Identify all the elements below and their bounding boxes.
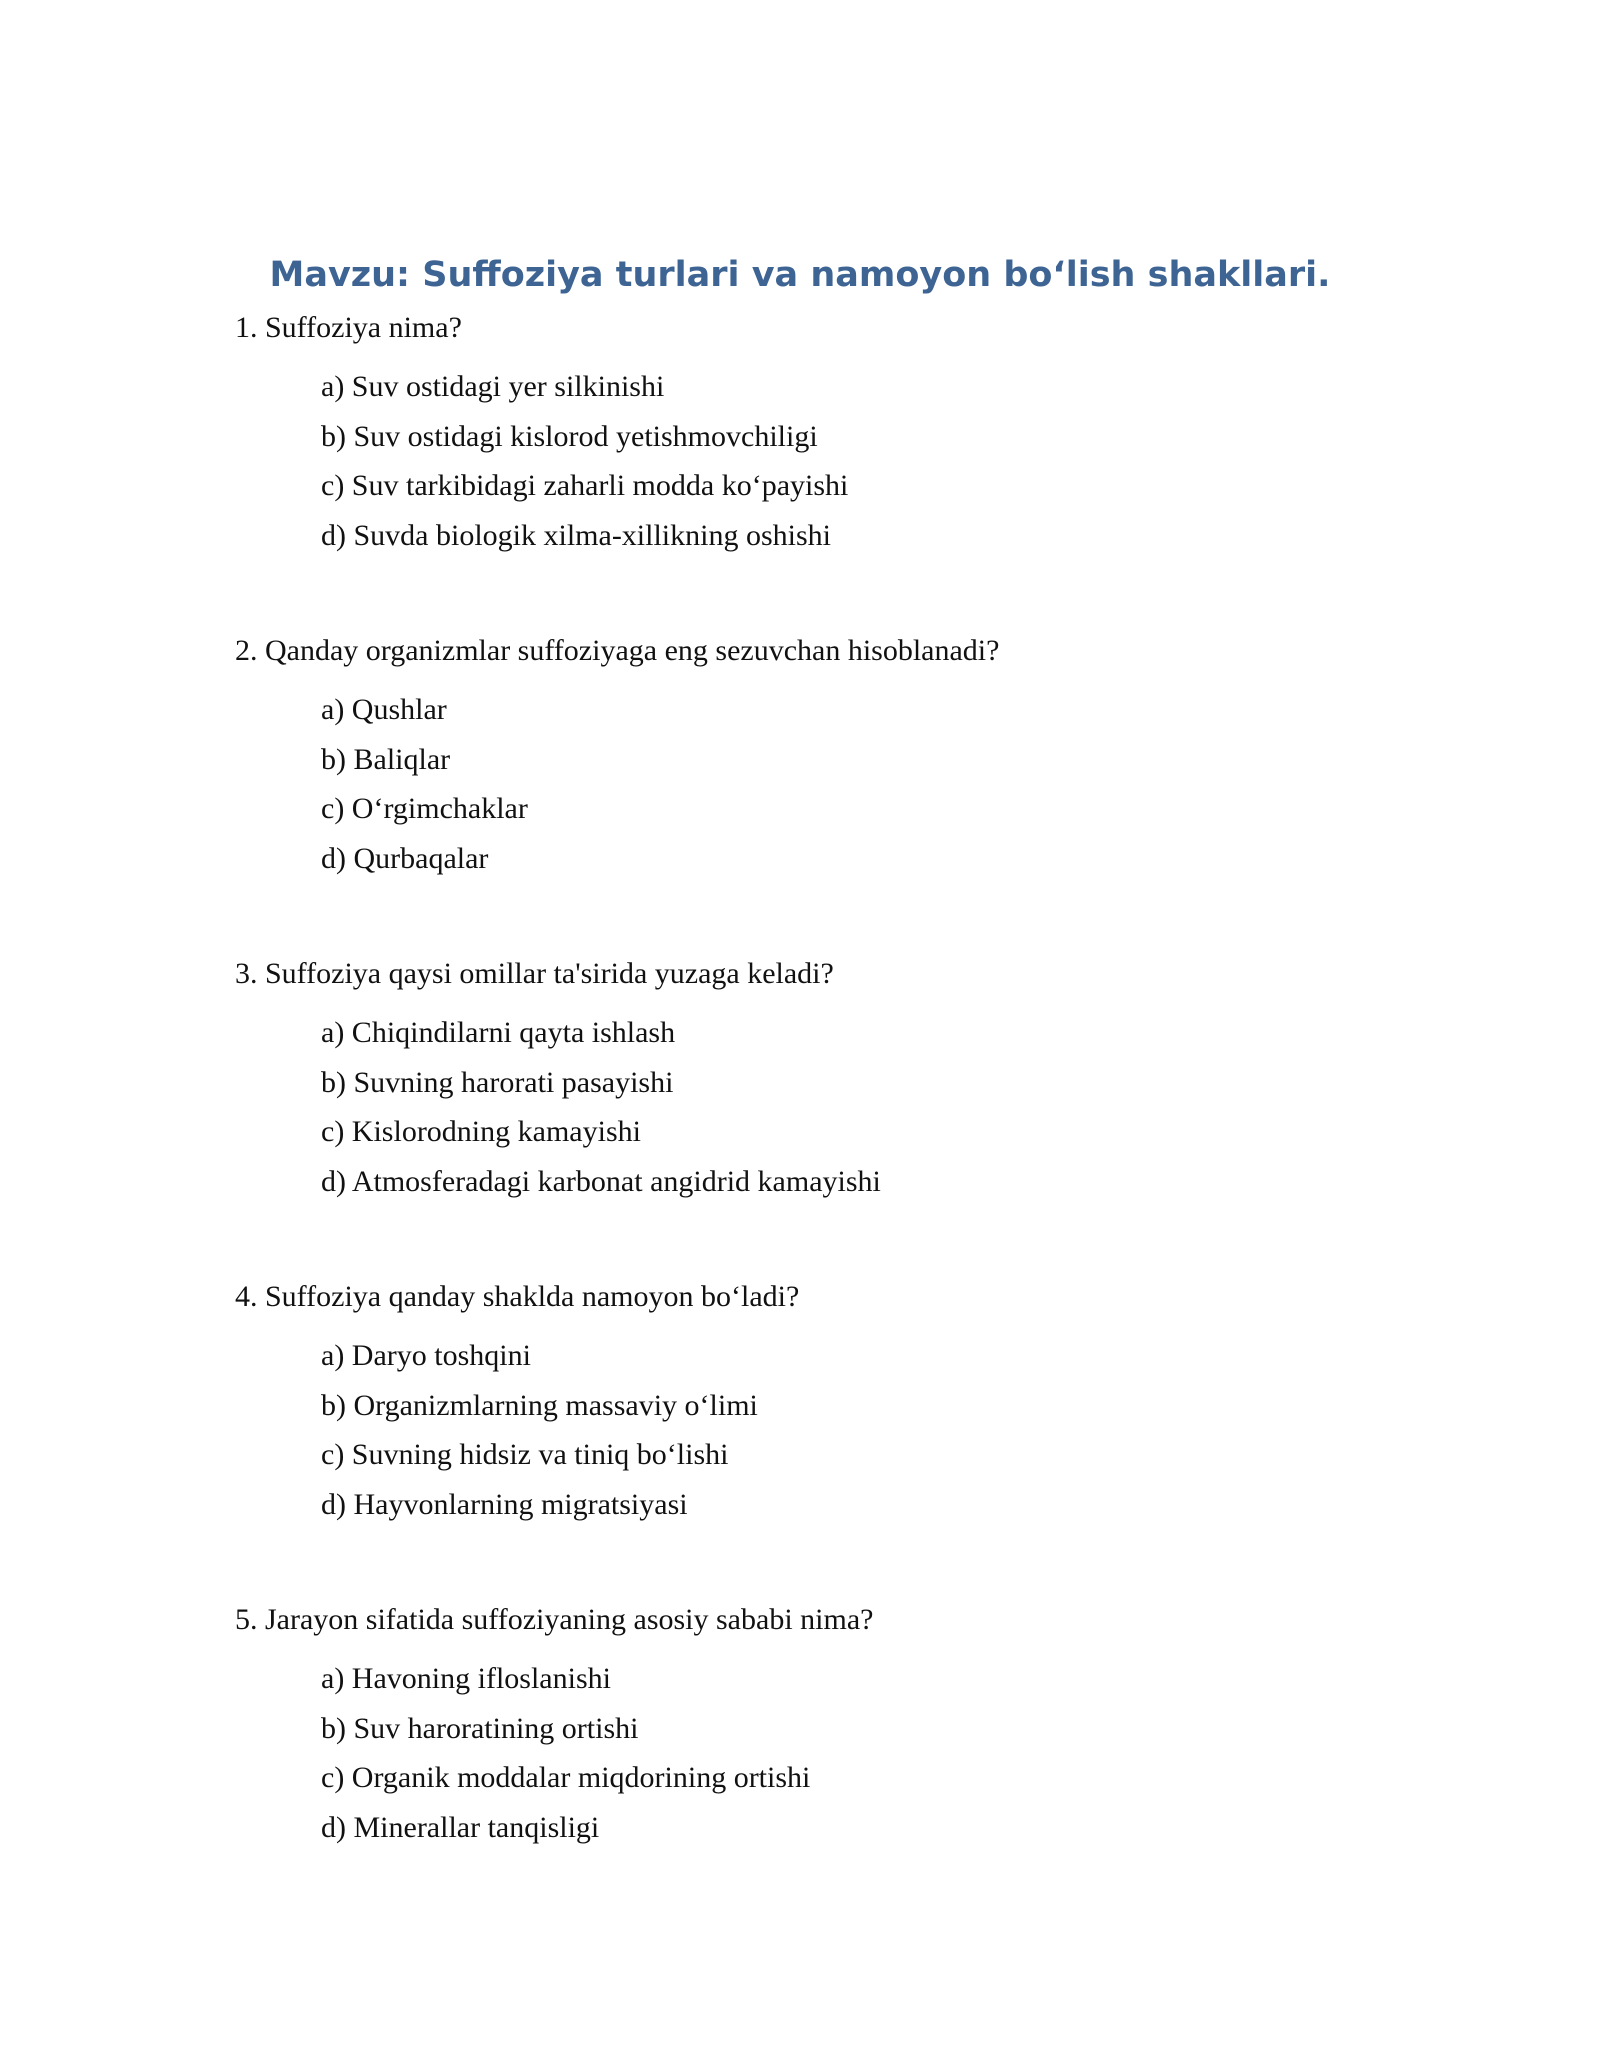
question-1: 1. Suffoziya nima? — [235, 311, 462, 344]
option-1c: c) Suv tarkibidagi zaharli modda ko‘payishi — [321, 469, 849, 502]
options-list-1 — [321, 362, 848, 560]
option-2d: d) Qurbaqalar — [321, 841, 489, 875]
option-4a: a) Daryo toshqini — [321, 1339, 531, 1372]
options-list-4 — [321, 1331, 758, 1529]
option-5c: c) Organik moddalar miqdorining ortishi — [321, 1761, 811, 1794]
document-title: Mavzu: Suffoziya turlari va namoyon bo‘lish shakllari. — [269, 255, 1331, 295]
question-4: 4. Suffoziya qanday shaklda namoyon bo‘ladi? — [235, 1280, 800, 1313]
option-5b: b) Suv haroratining ortishi — [321, 1711, 639, 1745]
question-3: 3. Suffoziya qaysi omillar ta'sirida yuzaga keladi? — [235, 957, 834, 990]
option-3b: b) Suvning harorati pasayishi — [321, 1065, 674, 1099]
option-4c: c) Suvning hidsiz va tiniq bo‘lishi — [321, 1438, 729, 1471]
options-list-5 — [321, 1654, 810, 1852]
option-3c: c) Kislorodning kamayishi — [321, 1115, 641, 1148]
option-1b: b) Suv ostidagi kislorod yetishmovchiligi — [321, 419, 818, 453]
option-3a: a) Chiqindilarni qayta ishlash — [321, 1016, 676, 1049]
option-1a: a) Suv ostidagi yer silkinishi — [321, 370, 665, 403]
options-list-2 — [321, 685, 528, 883]
option-4d: d) Hayvonlarning migratsiyasi — [321, 1487, 688, 1521]
option-1d: d) Suvda biologik xilma-xillikning oshishi — [321, 518, 831, 552]
question-2: 2. Qanday organizmlar suffoziyaga eng sezuvchan hisoblanadi? — [235, 634, 1000, 667]
option-5a: a) Havoning ifloslanishi — [321, 1662, 611, 1695]
question-5: 5. Jarayon sifatida suffoziyaning asosiy sababi nima? — [235, 1603, 874, 1636]
option-4b: b) Organizmlarning massaviy o‘limi — [321, 1388, 758, 1422]
option-2b: b) Baliqlar — [321, 742, 451, 776]
option-2c: c) O‘rgimchaklar — [321, 792, 528, 825]
options-list-3 — [321, 1008, 881, 1206]
option-2a: a) Qushlar — [321, 693, 447, 726]
option-5d: d) Minerallar tanqisligi — [321, 1810, 600, 1844]
option-3d: d) Atmosferadagi karbonat angidrid kamayishi — [321, 1164, 881, 1198]
